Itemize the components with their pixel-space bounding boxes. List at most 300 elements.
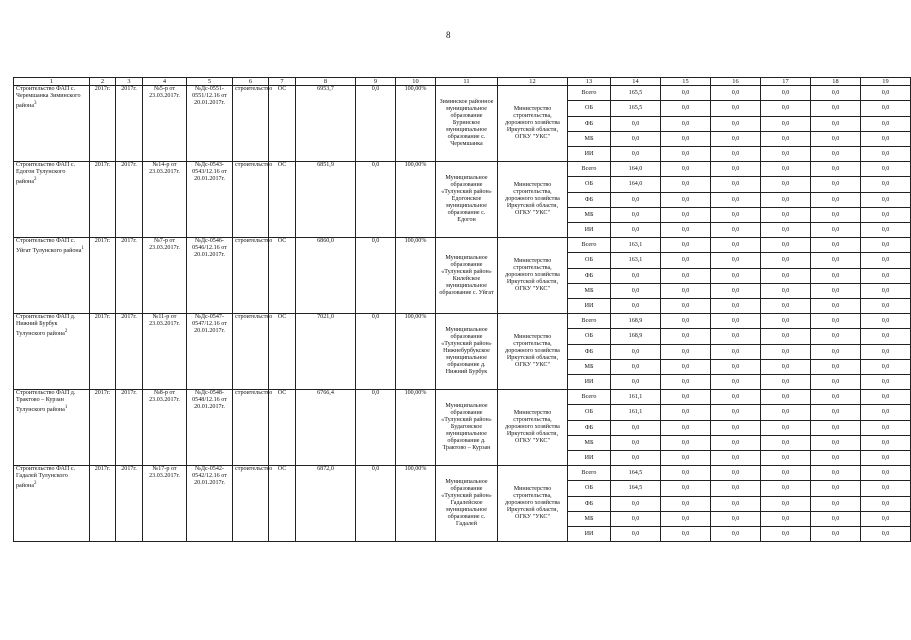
amount-cell: 0,0 [611, 421, 661, 436]
amount-cell: 0,0 [611, 223, 661, 238]
funding-source-cell: ИИ [568, 223, 611, 238]
column-number: 11 [436, 78, 498, 86]
amount-cell: 0,0 [811, 132, 861, 147]
amount-cell: 0,0 [861, 512, 911, 527]
funding-source-cell: МБ [568, 436, 611, 451]
amount-cell: 0,0 [711, 177, 761, 193]
amount-cell: 0,0 [811, 451, 861, 466]
amount-cell: 161,1 [611, 405, 661, 421]
name-cell [14, 466, 90, 542]
amount-cell: 0,0 [661, 147, 711, 162]
amount-cell: 0,0 [661, 299, 711, 314]
readiness-cell: 100,00% [396, 162, 436, 238]
column-number: 19 [861, 78, 911, 86]
amount-cell: 0,0 [861, 162, 911, 177]
data-table [13, 77, 911, 542]
amount-cell: 0,0 [661, 512, 711, 527]
amount-cell: 0,0 [761, 269, 811, 284]
amount-cell: 0,0 [711, 421, 761, 436]
funding-source-cell: Всего [568, 238, 611, 253]
amount-cell: 168,9 [611, 314, 661, 329]
funding-source-cell: МБ [568, 208, 611, 223]
amount-cell: 0,0 [711, 360, 761, 375]
funding-source-cell: ФБ [568, 497, 611, 512]
work-type-cell: строительство [233, 390, 269, 466]
readiness-cell: 100,00% [396, 238, 436, 314]
amount-cell: 0,0 [861, 193, 911, 208]
amount-cell: 0,0 [811, 436, 861, 451]
amount-cell: 0,0 [811, 284, 861, 299]
work-type-cell: строительство [233, 86, 269, 162]
amount-cell: 0,0 [711, 147, 761, 162]
amount-cell: 0,0 [861, 375, 911, 390]
amount-cell: 0,0 [811, 314, 861, 329]
end-year-cell: 2017г. [116, 466, 143, 542]
amount-cell: 164,5 [611, 466, 661, 481]
amount-cell: 0,0 [611, 375, 661, 390]
contract-cell: №Дс-0542-0542/12.16 от 20.01.2017г. [187, 466, 233, 542]
contract-cell: №Дс-0543-0543/12.16 от 20.01.2017г. [187, 162, 233, 238]
amount-cell: 0,0 [611, 527, 661, 542]
cost-cell: 6766,4 [296, 390, 356, 466]
amount-cell: 0,0 [661, 193, 711, 208]
column-number: 4 [143, 78, 187, 86]
funding-source-cell: ОБ [568, 253, 611, 269]
kind-cell: ОС [269, 314, 296, 390]
amount-cell: 0,0 [711, 86, 761, 101]
amount-cell: 0,0 [811, 177, 861, 193]
page-number: 8 [446, 30, 451, 40]
amount-cell: 0,0 [761, 527, 811, 542]
amount-cell: 0,0 [811, 253, 861, 269]
amount-cell: 0,0 [661, 117, 711, 132]
amount-cell: 0,0 [761, 101, 811, 117]
amount-cell: 0,0 [661, 86, 711, 101]
amount-cell: 0,0 [661, 132, 711, 147]
construction-table [13, 77, 890, 544]
end-year-cell: 2017г. [116, 86, 143, 162]
amount-cell: 163,1 [611, 253, 661, 269]
amount-cell: 0,0 [811, 208, 861, 223]
name-cell [14, 86, 90, 162]
amount-cell: 0,0 [661, 329, 711, 345]
amount-cell: 0,0 [711, 208, 761, 223]
amount-cell: 0,0 [711, 405, 761, 421]
amount-cell: 0,0 [811, 345, 861, 360]
amount-cell: 0,0 [811, 117, 861, 132]
amount-cell: 168,9 [611, 329, 661, 345]
kind-cell: ОС [269, 466, 296, 542]
end-year-cell: 2017г. [116, 314, 143, 390]
start-year-cell: 2017г. [90, 314, 116, 390]
amount-cell: 0,0 [711, 223, 761, 238]
amount-cell: 0,0 [811, 405, 861, 421]
amount-cell: 0,0 [861, 147, 911, 162]
funding-source-cell: ФБ [568, 345, 611, 360]
cost-cell: 6953,7 [296, 86, 356, 162]
table-row [14, 238, 911, 253]
start-year-cell: 2017г. [90, 238, 116, 314]
column-number: 12 [498, 78, 568, 86]
amount-cell: 0,0 [861, 329, 911, 345]
kind-cell: ОС [269, 86, 296, 162]
column-number: 18 [811, 78, 861, 86]
order-cell: №14-р от 23.03.2017г. [143, 162, 187, 238]
amount-cell: 0,0 [711, 314, 761, 329]
amount-cell: 0,0 [661, 269, 711, 284]
amount-cell: 0,0 [661, 466, 711, 481]
funding-source-cell: ФБ [568, 117, 611, 132]
amount-cell: 0,0 [711, 512, 761, 527]
work-type-cell: строительство [233, 466, 269, 542]
amount-cell: 0,0 [711, 299, 761, 314]
municipality-cell: Муниципальное образование «Тулунский район» Едогонское муниципальное образование с. Едогон [436, 162, 498, 238]
amount-cell: 0,0 [761, 390, 811, 405]
amount-cell: 161,1 [611, 390, 661, 405]
end-year-cell: 2017г. [116, 238, 143, 314]
remainder-cell: 0,0 [356, 162, 396, 238]
kind-cell: ОС [269, 162, 296, 238]
amount-cell: 0,0 [661, 208, 711, 223]
contract-cell: №Дс-0546-0546/12.16 от 20.01.2017г. [187, 238, 233, 314]
kind-cell: ОС [269, 238, 296, 314]
cost-cell: 6860,0 [296, 238, 356, 314]
amount-cell: 0,0 [611, 299, 661, 314]
municipality-cell: Зиминское районное муниципальное образование Буринское муниципальное образование с. Черемшанка [436, 86, 498, 162]
amount-cell: 0,0 [861, 314, 911, 329]
amount-cell: 0,0 [661, 451, 711, 466]
amount-cell: 0,0 [811, 329, 861, 345]
amount-cell: 0,0 [811, 269, 861, 284]
start-year-cell: 2017г. [90, 390, 116, 466]
amount-cell: 0,0 [711, 481, 761, 497]
amount-cell: 0,0 [761, 421, 811, 436]
amount-cell: 0,0 [661, 162, 711, 177]
order-cell: №11-р от 23.03.2017г. [143, 314, 187, 390]
funding-source-cell: Всего [568, 390, 611, 405]
amount-cell: 0,0 [661, 405, 711, 421]
readiness-cell: 100,00% [396, 314, 436, 390]
amount-cell: 0,0 [661, 390, 711, 405]
amount-cell: 0,0 [811, 162, 861, 177]
readiness-cell: 100,00% [396, 86, 436, 162]
object-name: Строительство ФАП с. Черемшанка Зиминского района [16, 86, 81, 110]
remainder-cell: 0,0 [356, 314, 396, 390]
amount-cell: 0,0 [661, 238, 711, 253]
amount-cell: 0,0 [861, 101, 911, 117]
amount-cell: 0,0 [761, 466, 811, 481]
contract-cell: №Дс-0548-0548/12.16 от 20.01.2017г. [187, 390, 233, 466]
cost-cell: 6872,0 [296, 466, 356, 542]
work-type-cell: строительство [233, 238, 269, 314]
column-number: 2 [90, 78, 116, 86]
funding-source-cell: ОБ [568, 329, 611, 345]
column-number: 16 [711, 78, 761, 86]
funding-source-cell: ФБ [568, 193, 611, 208]
amount-cell: 0,0 [811, 390, 861, 405]
amount-cell: 0,0 [711, 345, 761, 360]
funding-source-cell: ФБ [568, 421, 611, 436]
amount-cell: 0,0 [661, 177, 711, 193]
funding-source-cell: ФБ [568, 269, 611, 284]
name-cell [14, 390, 90, 466]
table-row [14, 86, 911, 101]
amount-cell: 0,0 [861, 284, 911, 299]
name-cell [14, 162, 90, 238]
funding-source-cell: ОБ [568, 177, 611, 193]
amount-cell: 0,0 [811, 147, 861, 162]
amount-cell: 0,0 [761, 253, 811, 269]
amount-cell: 0,0 [761, 193, 811, 208]
amount-cell: 0,0 [761, 117, 811, 132]
amount-cell: 0,0 [861, 269, 911, 284]
amount-cell: 0,0 [861, 253, 911, 269]
column-number: 1 [14, 78, 90, 86]
amount-cell: 0,0 [711, 162, 761, 177]
column-number: 10 [396, 78, 436, 86]
amount-cell: 0,0 [861, 177, 911, 193]
order-cell: №17-р от 23.03.2017г. [143, 466, 187, 542]
customer-cell: Министерство строительства, дорожного хозяйства Иркутской области, ОГКУ "УКС" [498, 390, 568, 466]
readiness-cell: 100,00% [396, 466, 436, 542]
amount-cell: 0,0 [811, 193, 861, 208]
contract-cell: №Дс-0547-0547/12.16 от 20.01.2017г. [187, 314, 233, 390]
amount-cell: 0,0 [811, 512, 861, 527]
amount-cell: 0,0 [861, 208, 911, 223]
amount-cell: 0,0 [861, 481, 911, 497]
amount-cell: 0,0 [761, 345, 811, 360]
amount-cell: 0,0 [611, 117, 661, 132]
amount-cell: 0,0 [661, 421, 711, 436]
remainder-cell: 0,0 [356, 390, 396, 466]
amount-cell: 0,0 [811, 101, 861, 117]
amount-cell: 0,0 [761, 512, 811, 527]
amount-cell: 0,0 [761, 86, 811, 101]
amount-cell: 0,0 [611, 269, 661, 284]
amount-cell: 0,0 [611, 147, 661, 162]
amount-cell: 0,0 [711, 497, 761, 512]
amount-cell: 163,1 [611, 238, 661, 253]
amount-cell: 0,0 [861, 466, 911, 481]
order-cell: №8-р от 23.03.2017г. [143, 390, 187, 466]
amount-cell: 0,0 [761, 436, 811, 451]
amount-cell: 0,0 [811, 527, 861, 542]
footnote-mark: 2 [64, 329, 68, 334]
table-row [14, 314, 911, 329]
amount-cell: 0,0 [811, 481, 861, 497]
name-cell [14, 238, 90, 314]
funding-source-cell: МБ [568, 360, 611, 375]
amount-cell: 0,0 [861, 405, 911, 421]
amount-cell: 0,0 [761, 451, 811, 466]
amount-cell: 0,0 [861, 527, 911, 542]
amount-cell: 0,0 [711, 329, 761, 345]
amount-cell: 0,0 [661, 345, 711, 360]
amount-cell: 0,0 [761, 497, 811, 512]
kind-cell: ОС [269, 390, 296, 466]
column-number: 13 [568, 78, 611, 86]
amount-cell: 0,0 [661, 497, 711, 512]
amount-cell: 0,0 [711, 269, 761, 284]
amount-cell: 0,0 [811, 375, 861, 390]
amount-cell: 0,0 [711, 451, 761, 466]
municipality-cell: Муниципальное образование «Тулунский район» Гадалейское муниципальное образование с. Гадалей [436, 466, 498, 542]
amount-cell: 164,5 [611, 481, 661, 497]
amount-cell: 0,0 [611, 451, 661, 466]
amount-cell: 0,0 [711, 238, 761, 253]
amount-cell: 0,0 [611, 132, 661, 147]
amount-cell: 0,0 [761, 132, 811, 147]
amount-cell: 0,0 [811, 238, 861, 253]
amount-cell: 0,0 [711, 284, 761, 299]
start-year-cell: 2017г. [90, 162, 116, 238]
footnote-mark: 3 [34, 101, 37, 106]
customer-cell: Министерство строительства, дорожного хозяйства Иркутской области, ОГКУ "УКС" [498, 86, 568, 162]
amount-cell: 0,0 [611, 345, 661, 360]
amount-cell: 0,0 [661, 375, 711, 390]
amount-cell: 0,0 [761, 208, 811, 223]
start-year-cell: 2017г. [90, 86, 116, 162]
amount-cell: 0,0 [711, 466, 761, 481]
amount-cell: 0,0 [811, 223, 861, 238]
object-name: Строительство ФАП с. Гадалей Тулунского района [16, 466, 76, 490]
footnote-mark: 1 [64, 405, 68, 410]
column-number: 15 [661, 78, 711, 86]
amount-cell: 0,0 [761, 299, 811, 314]
order-cell: №5-р от 23.03.2017г. [143, 86, 187, 162]
funding-source-cell: Всего [568, 466, 611, 481]
remainder-cell: 0,0 [356, 466, 396, 542]
amount-cell: 165,5 [611, 86, 661, 101]
amount-cell: 164,0 [611, 162, 661, 177]
table-row [14, 390, 911, 405]
municipality-cell: Муниципальное образование «Тулунский район» Килейское муниципальное образование с. Уйгат [436, 238, 498, 314]
funding-source-cell: ИИ [568, 299, 611, 314]
amount-cell: 0,0 [861, 117, 911, 132]
amount-cell: 0,0 [761, 162, 811, 177]
column-number-row [14, 78, 911, 86]
amount-cell: 0,0 [761, 147, 811, 162]
amount-cell: 0,0 [811, 497, 861, 512]
amount-cell: 0,0 [761, 314, 811, 329]
municipality-cell: Муниципальное образование «Тулунский район» Будаговское муниципальное образование д. Трактово – Курзан [436, 390, 498, 466]
amount-cell: 0,0 [861, 451, 911, 466]
amount-cell: 0,0 [761, 375, 811, 390]
table-row [14, 162, 911, 177]
amount-cell: 0,0 [861, 132, 911, 147]
column-number: 8 [296, 78, 356, 86]
object-name: Строительство ФАП д. Нижний Бурбук Тулунского района [16, 314, 76, 338]
amount-cell: 0,0 [861, 238, 911, 253]
amount-cell: 165,5 [611, 101, 661, 117]
amount-cell: 0,0 [661, 527, 711, 542]
amount-cell: 0,0 [711, 193, 761, 208]
amount-cell: 0,0 [711, 117, 761, 132]
amount-cell: 0,0 [761, 329, 811, 345]
funding-source-cell: ОБ [568, 481, 611, 497]
amount-cell: 0,0 [761, 360, 811, 375]
column-number: 7 [269, 78, 296, 86]
amount-cell: 0,0 [711, 253, 761, 269]
column-number: 9 [356, 78, 396, 86]
amount-cell: 0,0 [711, 390, 761, 405]
amount-cell: 0,0 [761, 481, 811, 497]
amount-cell: 0,0 [661, 223, 711, 238]
amount-cell: 0,0 [861, 345, 911, 360]
funding-source-cell: ИИ [568, 451, 611, 466]
amount-cell: 0,0 [611, 512, 661, 527]
column-number: 6 [233, 78, 269, 86]
funding-source-cell: ОБ [568, 101, 611, 117]
amount-cell: 0,0 [761, 238, 811, 253]
amount-cell: 0,0 [661, 360, 711, 375]
amount-cell: 0,0 [611, 497, 661, 512]
amount-cell: 0,0 [711, 375, 761, 390]
funding-source-cell: Всего [568, 86, 611, 101]
readiness-cell: 100,00% [396, 390, 436, 466]
end-year-cell: 2017г. [116, 390, 143, 466]
work-type-cell: строительство [233, 314, 269, 390]
order-cell: №7-р от 23.03.2017г. [143, 238, 187, 314]
table-row [14, 466, 911, 481]
amount-cell: 0,0 [761, 405, 811, 421]
amount-cell: 0,0 [661, 284, 711, 299]
start-year-cell: 2017г. [90, 466, 116, 542]
amount-cell: 0,0 [811, 360, 861, 375]
municipality-cell: Муниципальное образование «Тулунский район» Нижнебурбукское муниципальное образование д. Нижний Бурбук [436, 314, 498, 390]
column-number: 3 [116, 78, 143, 86]
amount-cell: 0,0 [711, 132, 761, 147]
amount-cell: 0,0 [811, 466, 861, 481]
funding-source-cell: Всего [568, 162, 611, 177]
amount-cell: 0,0 [611, 193, 661, 208]
amount-cell: 0,0 [861, 299, 911, 314]
amount-cell: 0,0 [661, 436, 711, 451]
customer-cell: Министерство строительства, дорожного хозяйства Иркутской области, ОГКУ "УКС" [498, 314, 568, 390]
amount-cell: 0,0 [811, 86, 861, 101]
object-name: Строительство ФАП д. Трактово – Курзан Тулунского района [16, 390, 76, 414]
funding-source-cell: ИИ [568, 147, 611, 162]
amount-cell: 0,0 [861, 390, 911, 405]
amount-cell: 0,0 [661, 314, 711, 329]
customer-cell: Министерство строительства, дорожного хозяйства Иркутской области, ОГКУ "УКС" [498, 238, 568, 314]
amount-cell: 0,0 [861, 497, 911, 512]
amount-cell: 0,0 [811, 299, 861, 314]
amount-cell: 0,0 [861, 223, 911, 238]
amount-cell: 164,0 [611, 177, 661, 193]
amount-cell: 0,0 [761, 223, 811, 238]
column-number: 5 [187, 78, 233, 86]
amount-cell: 0,0 [711, 101, 761, 117]
funding-source-cell: ИИ [568, 527, 611, 542]
amount-cell: 0,0 [861, 86, 911, 101]
remainder-cell: 0,0 [356, 238, 396, 314]
column-number: 14 [611, 78, 661, 86]
cost-cell: 6851,9 [296, 162, 356, 238]
name-cell [14, 314, 90, 390]
amount-cell: 0,0 [761, 177, 811, 193]
amount-cell: 0,0 [711, 436, 761, 451]
footnote-mark: 2 [34, 481, 37, 486]
object-name: Строительство ФАП с. Уйгат Тулунского района [16, 238, 82, 255]
amount-cell: 0,0 [611, 284, 661, 299]
funding-source-cell: ОБ [568, 405, 611, 421]
remainder-cell: 0,0 [356, 86, 396, 162]
funding-source-cell: МБ [568, 512, 611, 527]
contract-cell: №Дс-0551-0551/12.16 от 20.01.2017г. [187, 86, 233, 162]
customer-cell: Министерство строительства, дорожного хозяйства Иркутской области, ОГКУ "УКС" [498, 162, 568, 238]
amount-cell: 0,0 [611, 208, 661, 223]
